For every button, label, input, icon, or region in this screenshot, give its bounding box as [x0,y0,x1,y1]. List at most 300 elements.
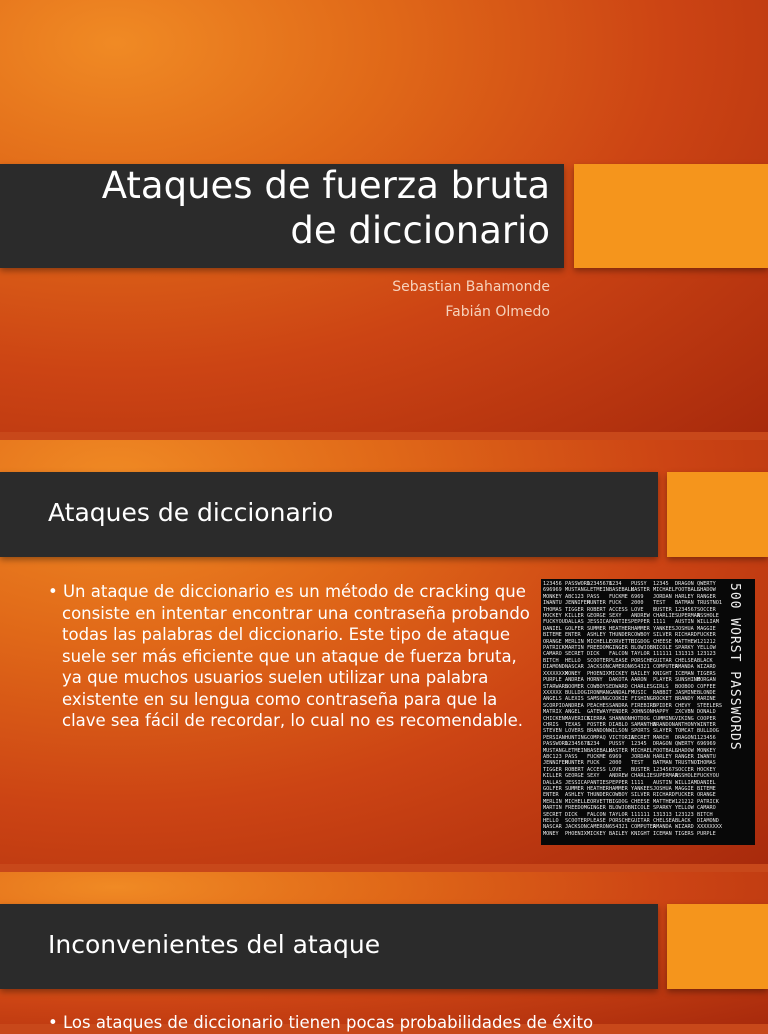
password-word: ICEMAN [653,830,672,837]
password-word: YELLOW [675,805,694,812]
password-word: 2000 [631,600,644,607]
password-word: 696969 [697,741,716,748]
password-word: GUITAR [631,818,650,825]
password-word: 654321 [631,664,650,671]
password-word: 111111 [631,811,650,818]
password-word: SIERRA [587,715,606,722]
password-word: ZXCVBN [675,709,694,716]
password-word: BLOWJOB [631,645,653,652]
password-word: SUPERMAN [653,773,678,780]
password-word: PANTIES [609,619,631,626]
password-word: COMPAQ [587,734,606,741]
password-word: BASEBALL [609,587,634,594]
password-word: HAPPY [653,709,669,716]
password-word: PHOENIX [565,830,587,837]
section-title: Inconvenientes del ataque [48,930,381,959]
password-word: KILLER [565,613,584,620]
password-word: JORDAN [653,593,672,600]
password-word: GIRLS [653,683,669,690]
password-word: 123456 [543,581,562,587]
password-word: HEATHER [609,625,631,632]
password-word: YELLOW [697,645,716,652]
password-word: SUMMER [565,786,584,792]
password-word: LOVERS [565,728,584,735]
password-word: SHADOW [675,747,694,754]
password-word: 123123 [697,651,716,658]
password-word: SPIDER [653,702,672,709]
password-word: STEELERS [697,702,722,709]
password-word: DRAGON [675,581,694,587]
password-word: JOSHUA [653,786,672,792]
password-word: BULLDOG [565,689,587,696]
password-word: SCOOTER [565,818,587,825]
password-word: MASTER [609,747,628,754]
password-word: HUNTING [565,734,587,741]
password-word: THUNDER [587,792,609,799]
password-word: PLEASE [587,818,606,825]
password-word: THOMAS [543,606,562,613]
password-word: DALLAS [543,779,562,786]
password-word: ICEMAN [675,670,694,677]
password-word: AMANDA [653,824,672,831]
password-word: TAYLOR [631,651,650,658]
password-word: DANIEL [697,779,716,786]
password-word: NICOLE [653,645,672,652]
password-word: PASS [565,753,578,760]
password-word: SUMMER [587,625,606,632]
password-word: PASSWORD [565,581,590,587]
password-word: 123123 [675,811,694,818]
password-word: YANKEES [631,786,653,792]
password-word: BULLDOG [697,728,719,735]
password-word: GEORGE [565,773,584,780]
password-word: DRAGON1 [675,734,697,741]
password-word: COMPUTER [631,824,656,831]
password-word: SPARKY [653,805,672,812]
bullet-text: • Un ataque de diccionario es un método de cracking que consiste en intentar encontrar una contraseña probando todas las palabras del diccionario. Este tipo de ataque suele ser más eficiente que un ataque de fuerza bruta, ya que muchos usuarios suelen utilizar una palabra existente en su lengua como contraseña para que la clave sea fácil de recordar, lo cual no es recomendable. [48,582,530,730]
password-word: BITCH [543,657,559,664]
password-word: FOSTER [587,721,606,728]
author-1: Sebastian Bahamonde [392,279,550,295]
password-word: THUNDER [609,632,631,639]
slide-dictionary-attacks [0,440,768,864]
password-word: NASCAR [543,824,562,831]
password-word: BOOMER [565,683,584,690]
password-word: DONALD [697,709,716,716]
password-word: MUSTANG [565,587,587,594]
password-word: BRANDON [587,728,609,735]
password-word: HOCKEY [697,766,716,773]
password-word: SILVER [631,792,650,799]
password-word: SAMANTHA [631,721,656,728]
password-word: MONEY [543,830,559,837]
password-word: RANGER [697,593,716,600]
password-word: HELLO [543,818,559,825]
password-word: ACCESS [609,606,628,613]
password-word: CHEESE [631,798,650,805]
password-word: GATEWAY [587,709,609,716]
password-word: MONKEY [697,747,716,754]
password-word: TEST [653,600,666,607]
password-word: FUCKYOU [543,619,565,626]
password-word: DIABLO [609,721,628,728]
password-word: FIREBIRD [631,702,656,709]
password-word: ASHLEY [565,792,584,799]
password-word: FUCKYOU [697,773,719,780]
password-word: MUSTANG [543,747,565,754]
password-word: WILLIAM [675,779,697,786]
password-word: FUCK [609,600,622,607]
password-word: BUSTER [653,606,672,613]
password-word: PANTIES [587,779,609,786]
accent-block [667,904,768,989]
password-word: MICHAEL [631,747,653,754]
password-word: TIGERS [697,670,716,677]
password-word: VIKING [675,715,694,722]
password-word: ALEXIS [565,696,584,703]
password-word: TIGGER [565,606,584,613]
password-word: ANGELS [543,696,562,703]
password-word: KILLER [543,773,562,780]
password-word: BUSTER [631,766,650,773]
password-word: TIGGER [543,766,562,773]
password-word: ANDREA [565,702,584,709]
password-word: BLONDE [697,689,716,696]
password-word: CAMERON [587,824,609,831]
password-word: HARLEY [653,753,672,760]
password-word: TIGERS [675,830,694,837]
password-word: CHARLIE [653,613,675,620]
password-word: 12345678 [565,741,590,748]
slide-title-text [102,163,550,253]
password-word: BASEBALL [587,747,612,754]
password-word: DAKOTA [609,677,628,684]
password-word: 123456 [697,734,716,741]
password-word: FALCON [587,811,606,818]
password-word: 12345678 [587,581,612,587]
password-word: BRANDY [675,696,694,703]
password-word: JASMINE [675,689,697,696]
password-word: ORANGE [697,792,716,799]
password-word: MERLIN [565,638,584,645]
password-word: WIZARD [675,824,694,831]
password-word: GINGER [587,805,606,812]
password-word: HOCKEY [543,613,562,620]
password-word: MAVERICK [565,715,590,722]
password-word: 654321 [609,824,628,831]
password-word: ROBERT [565,766,584,773]
password-word: ACCESS [587,766,606,773]
password-word: HAMMER [631,625,650,632]
password-word: MATTHEW [675,638,697,645]
password-word: CORVETTE [609,638,634,645]
password-word: 1111 [631,779,644,786]
password-word: JORDAN [631,753,650,760]
title-line-1: Ataques de fuerza bruta [101,164,550,207]
password-word: 121212 [697,638,716,645]
password-word: MONKEY [543,593,562,600]
password-word: FENDER [609,709,628,716]
password-word: PUSSY [609,741,625,748]
password-word: BLOWJOB [609,805,631,812]
password-word: MICKEY [587,830,606,837]
password-word: SPORTS [631,728,650,735]
password-word: BLACK [697,657,713,664]
password-word: NASCAR [565,664,584,671]
password-word: NICOLE [631,805,650,812]
password-word: AUSTIN [653,779,672,786]
password-word: XXXXXXXX [697,824,722,831]
password-word: GOLFER [543,786,562,792]
password-word: MICKEY [609,670,628,677]
password-word: BITCH [697,811,713,818]
password-word: JACKSON [565,824,587,831]
password-word: MASTER [631,587,650,594]
password-word: 1234 [609,581,622,587]
password-word: MUSIC [631,689,647,696]
password-word: ASHLEY [587,632,606,639]
password-word: 121212 [675,798,694,805]
password-word: CHICKEN [543,715,565,722]
password-word: 2000 [609,760,622,767]
password-word: 1234567 [675,606,697,613]
password-word: JACKSON [587,664,609,671]
password-word: RICHARD [675,632,697,639]
password-word: COOPER [697,715,716,722]
password-word: ANDREA [565,677,584,684]
password-word: TOMCAT [675,728,694,735]
password-word: FOOTBALL [675,587,700,594]
password-word: JENNIFER [543,760,568,767]
password-word: CORVETTE [587,798,612,805]
password-word: HORNY [587,677,603,684]
password-word: MICHELLE [565,798,590,805]
title-line-2: de diccionario [290,209,550,252]
password-word: FUCK [587,760,600,767]
password-word: RABBIT [653,689,672,696]
password-word: MAGGIE [675,786,694,792]
password-word: ABC123 [543,753,562,760]
password-word: CAMERON [609,664,631,671]
password-word: COWBOYS [587,683,609,690]
password-word: COFFEE [697,683,716,690]
password-word: AARON [631,677,647,684]
password-word: SHANNON [609,715,631,722]
password-word: PASS [587,593,600,600]
password-word: LOVE [609,766,622,773]
slide-title [0,0,768,432]
password-word: MARTIN [543,805,562,812]
password-word: JOSHUA [675,625,694,632]
password-word: ROCKET [653,696,672,703]
password-word: FISHING [631,696,653,703]
password-word: FOOTBALL [653,747,678,754]
password-word: HAMMER [609,786,628,792]
password-word: ASSHOLE [697,613,719,620]
password-word: MAGGIE [697,625,716,632]
password-word: PURPLE [543,677,562,684]
password-word: THOMAS [697,760,716,767]
password-word: GANDALF [609,689,631,696]
password-word: FUCKME [609,593,628,600]
password-word: PORSCHE [631,657,653,664]
password-word: PLAYER [653,677,672,684]
password-word: BITEME [543,632,562,639]
password-word: SEXY [609,613,622,620]
password-word: SOCCER [697,606,716,613]
password-word: ENTER [565,632,581,639]
password-word: ENTER [543,792,559,799]
bullet-text: • Los ataques de diccionario tienen pocas probabilidades de éxito [48,1013,594,1032]
password-word: GEORGE [587,613,606,620]
password-word: DRAGON [653,741,672,748]
password-word: ANDREW [609,773,628,780]
password-word: JESSICA [587,619,609,626]
password-word: BOOBOO [675,683,694,690]
password-word: PERSIAN [543,734,565,741]
password-word: JOHNSON [631,709,653,716]
password-word: FUCKER [697,632,716,639]
password-word: AUSTIN [675,619,694,626]
password-word: 131313 [653,811,672,818]
password-word: CHEESE [653,638,672,645]
password-word: DALLAS [565,619,584,626]
password-word: JENNIFER [565,600,590,607]
password-word: HELLO [565,657,581,664]
password-word: 12345 [631,741,647,748]
password-word: JESSICA [565,779,587,786]
worst-passwords-image [541,579,755,845]
password-word: YANKEES [653,625,675,632]
password-word: PEPPER [609,779,628,786]
password-word: SECRET [631,734,650,741]
password-word: CHRIS [543,721,559,728]
password-word: ROBERT [587,606,606,613]
password-word: FUCKME [587,753,606,760]
password-word: 696969 [543,587,562,594]
password-word: MORGAN [697,677,716,684]
password-word: PATRICK [697,798,719,805]
password-word: DIAMOND [697,818,719,825]
password-word: MATTHEW [653,798,675,805]
password-word: QWERTY [697,581,716,587]
password-word: HEATHER [587,786,609,792]
password-word: SEXY [587,773,600,780]
password-word: COMPUTER [653,664,678,671]
password-word: BIGDOG [609,798,628,805]
password-word: MARINE [697,696,716,703]
password-word: CHARLES [631,683,653,690]
password-word: RICHARD [653,792,675,799]
password-word: 1234 [587,741,600,748]
password-word: ABC123 [565,593,584,600]
password-word: GOLFER [565,625,584,632]
password-word: ANDREW [631,613,650,620]
accent-block [667,472,768,557]
section-title: Ataques de diccionario [48,498,334,527]
password-word: COOKIE [609,696,628,703]
password-word: TEXAS [565,721,581,728]
password-word: KNIGHT [631,830,650,837]
password-word: ASSHOLE [675,773,697,780]
password-word: MARTIN [565,645,584,652]
password-word: SAMSUNG [587,696,609,703]
password-word: AMANDA [675,664,694,671]
password-word: 111111 [653,651,672,658]
password-word: STARWARS [543,683,568,690]
password-word: DANIEL [543,625,562,632]
password-word: PURPLE [697,830,716,837]
password-word: 131313 [675,651,694,658]
password-word: MATRIX [543,709,562,716]
password-word: EDWARD [609,683,628,690]
password-word: QWERTY [675,741,694,748]
password-word: MONEY [565,670,581,677]
password-word: IWANTU [543,600,562,607]
password-word: PLEASE [609,657,628,664]
password-word: SANDRA [609,702,628,709]
password-word: WILLIAM [697,619,719,626]
password-word: COWBOY [609,792,628,799]
password-word: COWBOY [631,632,650,639]
password-word: FREEDOM [587,645,609,652]
password-word: CAMARO [543,651,562,658]
password-word: BRANDON [653,721,675,728]
password-word: HARLEY [675,593,694,600]
author-2: Fabián Olmedo [445,304,550,320]
password-word: TRUSTNO1 [697,600,722,607]
password-word: XXXXXXXX [543,670,568,677]
password-word: DIAMOND [543,664,565,671]
password-word: 1234567 [653,766,675,773]
password-word: CHARLIE [631,773,653,780]
password-word: PORSCHE [609,818,631,825]
password-word: LOVE [631,606,644,613]
image-heading-text: 500 WORST PASSWORDS [727,583,742,751]
password-word: RANGER [675,753,694,760]
password-word: WIZARD [697,664,716,671]
password-word: MARCH [653,734,669,741]
password-word: ORANGE [543,638,562,645]
password-word: CHELSEA [653,818,675,825]
password-word: SHADOW [697,587,716,594]
password-word: SECRET [565,651,584,658]
password-word: SUPERMAN [675,613,700,620]
password-word: STEVEN [543,728,562,735]
password-word: KNIGHT [653,670,672,677]
password-word: FREEDOM [565,805,587,812]
password-word: SPARKY [675,645,694,652]
password-word: 6969 [631,593,644,600]
password-word: SILVER [653,632,672,639]
password-word: BAILEY [631,670,650,677]
password-word: CAMARO [697,805,716,812]
password-word: BIGDOG [631,638,650,645]
password-word: BITEME [697,786,716,792]
password-word-grid [543,581,722,843]
password-word: SOCCER [675,766,694,773]
password-word: SCOOTER [587,657,609,664]
password-word: 6969 [609,753,622,760]
password-word: 12345 [653,581,669,587]
password-word: LETMEIN [587,587,609,594]
password-word: LETMEIN [565,747,587,754]
image-heading [721,583,753,841]
password-word: HUNTER [565,760,584,767]
password-word: WILSON [609,728,628,735]
password-word: MICHAEL [653,587,675,594]
password-word: FALCON [609,651,628,658]
